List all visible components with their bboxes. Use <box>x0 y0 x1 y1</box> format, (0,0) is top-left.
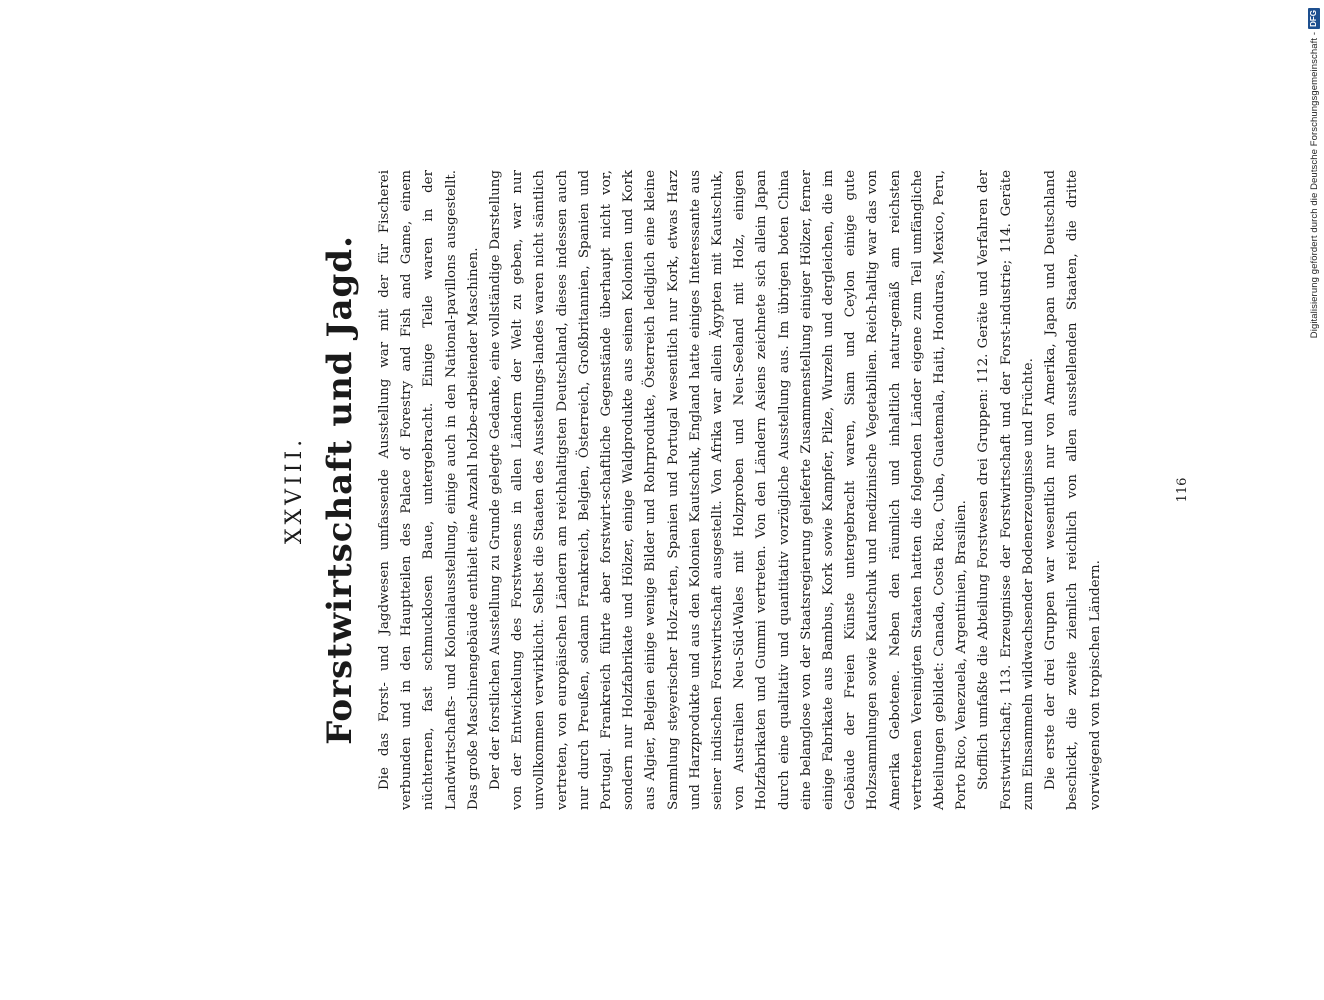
page-content <box>280 170 1200 810</box>
chapter-number: XXVIII. <box>282 435 307 545</box>
body-text <box>374 170 1107 810</box>
chapter-title: Forstwirtschaft und Jagd. <box>320 235 360 745</box>
paragraph: Die das Forst- und Jagdwesen umfassende Ausstellung war mit der für Fischerei verbunden und in den Hauptteilen des Palace of Forestry and Fish and Game, einem nüchternen, fast schmucklosen Baue, untergebracht. Einige Teile waren in der Landwirtschafts- und Kolonialausstellung, einige auch in den National-pavillons ausgestellt. Das große Maschinengebäude enthielt eine Anzahl holzbe-arbeitender Maschinen. <box>377 170 481 810</box>
dfg-logo: DFG <box>1309 10 1318 27</box>
funding-credit-strip <box>1306 8 1322 398</box>
paragraph: Stofflich umfaßte die Abteilung Forstwesen drei Gruppen: 112. Geräte und Verfahren der Forstwirtschaft; 113. Erzeugnisse der Forstwirtschaft und der Forst-industrie; 114. Geräte zum Einsammeln wildwachsender Bodenerzeugnisse und Früchte. <box>976 170 1036 810</box>
paragraph: Der der forstlichen Ausstellung zu Grunde gelegte Gedanke, eine vollständige Darstellung von der Entwickelung des Forstwesens in allen Ländern der Welt zu geben, war nur unvollkommen verwirklicht. Selbst die Staaten des Ausstellungs-landes waren nicht sämtlich vertreten, von europäischen Ländern am reichhaltigsten Deutschland, dieses indessen auch nur durch Preußen, sodann Frankreich, Belgien, Österreich, Großbritannien, Spanien und Portugal. Frankreich führte aber forstwirt-schaftliche Gegenstände überhaupt nicht vor, sondern nur Holzfabrikate und Hölzer, einige Waldprodukte aus seinen Kolonien und Kork aus Algier, Belgien einige wenige Bilder und Rohrprodukte, Österreich lediglich eine kleine Sammlung steyerischer Holz-arten, Spanien und Portugal wesentlich nur Kork, etwas Harz und Harzprodukte und aus den Kolonien Kautschuk, England hatte einiges Interessante aus seiner indischen Forstwirtschaft ausgestellt. Von Afrika war allein Ägypten mit Kautschuk, von Australien Neu-Süd-Wales mit Holzproben und Neu-Seeland mit Holz, einigen Holzfabrikaten und Gummi vertreten. Von den Ländern Asiens zeichnete sich allein Japan durch eine qualitativ und quantitativ vorzügliche Ausstellung aus. Im übrigen boten China eine belanglose von der Staatsregierung gelieferte Zusammenstellung einiger Hölzer, ferner einige Fabrikate aus Bambus, Kork sowie Kampfer, Pilze, Wurzeln und dergleichen, die im Gebäude der Freien Künste untergebracht waren, Siam und Ceylon einige gute Holzsammlungen sowie Kautschuk und medizinische Vegetabilien. Reich-haltig war das von Amerika Gebotene. Neben den räumlich und inhaltlich natur-gemäß am reichsten vertretenen Vereinigten Staaten hatten die folgenden Länder eigene zum Teil umfängliche Abteilungen gebildet: Canada, Costa Rica, Cuba, Guatemala, Haiti, Honduras, Mexico, Peru, Porto Rico, Venezuela, Argentinien, Brasilien. <box>488 170 970 810</box>
page-number: 116 <box>1175 477 1190 503</box>
funding-credit <box>1306 8 1322 398</box>
rotated-page <box>280 170 1200 810</box>
funding-credit-text: Digitalisierung gefördert durch die Deutsche Forschungsgemeinschaft - <box>1308 31 1320 339</box>
paragraph: Die erste der drei Gruppen war wesentlich nur von Amerika, Japan und Deutschland beschickt, die zweite ziemlich reichlich von allen ausstellenden Staaten, die dritte vorwiegend von tropischen Ländern. <box>1043 170 1103 810</box>
